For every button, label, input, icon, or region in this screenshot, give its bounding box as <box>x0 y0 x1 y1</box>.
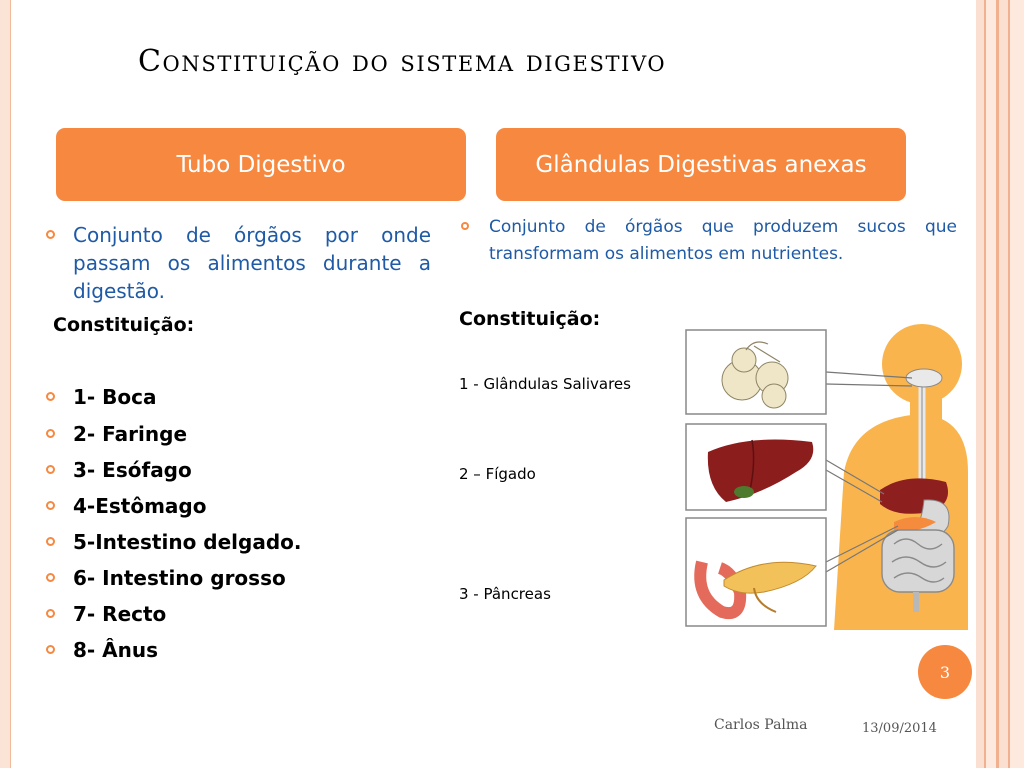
page-number: 3 <box>918 645 972 699</box>
list-item: 3- Esófago <box>73 458 192 482</box>
list-item: 4-Estômago <box>73 494 207 518</box>
date: 13/09/2014 <box>862 721 937 736</box>
list-item: 1- Boca <box>73 385 157 409</box>
list-item: 6- Intestino grosso <box>73 566 286 590</box>
author: Carlos Palma <box>714 717 808 733</box>
bullet-icon <box>46 609 55 618</box>
gland-item-salivares: 1 - Glândulas Salivares <box>459 375 631 393</box>
liver-image <box>686 424 826 510</box>
left-border <box>0 0 11 768</box>
left-constitution-label: Constituição: <box>53 314 195 336</box>
list-item: 8- Ânus <box>73 638 159 662</box>
list-item: 7- Recto <box>73 602 167 626</box>
tubo-description: Conjunto de órgãos por onde passam os alimentos durante a digestão. <box>73 223 431 303</box>
bullet-icon <box>46 645 55 654</box>
header-tubo-digestivo: Tubo Digestivo <box>56 128 466 201</box>
bullet-icon <box>46 230 55 239</box>
glandulas-description: Conjunto de órgãos que produzem sucos que transformam os alimentos em nutrientes. <box>489 217 957 264</box>
slide-title: Constituição do sistema digestivo <box>138 44 667 79</box>
right-stripes <box>976 0 1024 768</box>
pancreas-image <box>686 518 826 626</box>
bullet-icon <box>46 537 55 546</box>
bullet-icon <box>46 573 55 582</box>
gland-item-figado: 2 – Fígado <box>459 465 536 483</box>
bullet-icon <box>46 465 55 474</box>
bullet-icon <box>46 429 55 438</box>
bullet-icon <box>461 222 469 230</box>
bullet-icon <box>46 501 55 510</box>
salivary-glands-image <box>686 330 826 414</box>
gland-item-pancreas: 3 - Pâncreas <box>459 585 551 603</box>
list-item: 2- Faringe <box>73 422 188 446</box>
header-glandulas: Glândulas Digestivas anexas <box>496 128 906 201</box>
list-item: 5-Intestino delgado. <box>73 530 302 554</box>
right-constitution-label: Constituição: <box>459 308 601 330</box>
bullet-icon <box>46 392 55 401</box>
digestive-system-illustration <box>684 322 968 630</box>
